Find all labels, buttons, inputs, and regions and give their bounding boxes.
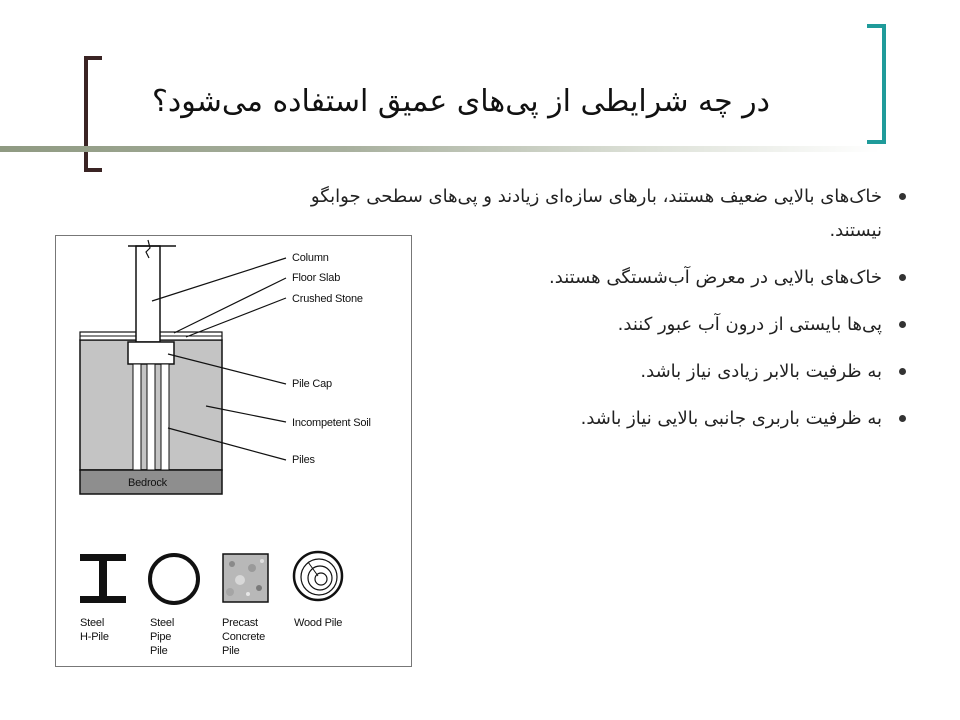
caption-steel-pipe-pile-line1: Steel [150, 617, 175, 629]
caption-steel-h-pile-line2: H-Pile [80, 631, 109, 643]
bullet-text: خاک‌های بالایی در معرض آب‌شستگی هستند. [549, 267, 882, 288]
bullet-dot-icon [899, 321, 906, 328]
bullet-text: به ظرفیت باربری جانبی بالایی نیاز باشد. [580, 408, 882, 429]
caption-precast-concrete-pile-line2: Concrete [222, 631, 266, 643]
label-incompetent-soil: Incompetent Soil [292, 417, 371, 429]
pile-shape [161, 364, 169, 470]
label-bedrock: Bedrock [128, 477, 167, 489]
caption-steel-pipe-pile-line2: Pipe [150, 631, 172, 643]
caption-steel-pipe-pile-line3: Pile [150, 645, 168, 657]
title-underline-bar [0, 146, 880, 152]
pile-cap-shape [128, 342, 174, 364]
steel-h-pile-icon [80, 554, 126, 603]
label-pile-cap: Pile Cap [292, 378, 332, 390]
column-shape [136, 246, 160, 342]
caption-wood-pile: Wood Pile [294, 617, 343, 629]
bullet-text: به ظرفیت بالابر زیادی نیاز باشد. [640, 361, 882, 382]
bullet-text: خاک‌های بالایی ضعیف هستند، بارهای سازه‌ای زیادند و پی‌های سطحی جوابگو نیستند. [310, 186, 882, 241]
pile-shape [147, 364, 155, 470]
bullet-dot-icon [899, 415, 906, 422]
label-crushed-stone: Crushed Stone [292, 293, 363, 305]
leader-line [186, 298, 286, 337]
precast-concrete-pile-icon [223, 554, 268, 602]
title-bracket-right [867, 24, 886, 144]
deep-foundation-figure [55, 235, 412, 667]
bullet-text: پی‌ها بایستی از درون آب عبور کنند. [617, 314, 882, 335]
bullet-dot-icon [899, 368, 906, 375]
deep-foundation-diagram [56, 236, 413, 668]
leader-line [174, 278, 286, 333]
leader-line [152, 258, 286, 301]
title-bracket-left [84, 56, 102, 172]
caption-precast-concrete-pile-line3: Pile [222, 645, 240, 657]
slide-title: در چه شرایطی از پی‌های عمیق استفاده می‌شود؟ [151, 84, 770, 119]
bullet-dot-icon [899, 274, 906, 281]
steel-pipe-pile-icon [150, 555, 198, 603]
caption-precast-concrete-pile-line1: Precast [222, 617, 258, 629]
pile-shape [133, 364, 141, 470]
label-floor-slab: Floor Slab [292, 272, 341, 284]
label-column: Column [292, 252, 329, 264]
caption-steel-h-pile-line1: Steel [80, 617, 105, 629]
bullet-dot-icon [899, 193, 906, 200]
label-piles: Piles [292, 454, 315, 466]
wood-pile-icon [294, 552, 342, 600]
